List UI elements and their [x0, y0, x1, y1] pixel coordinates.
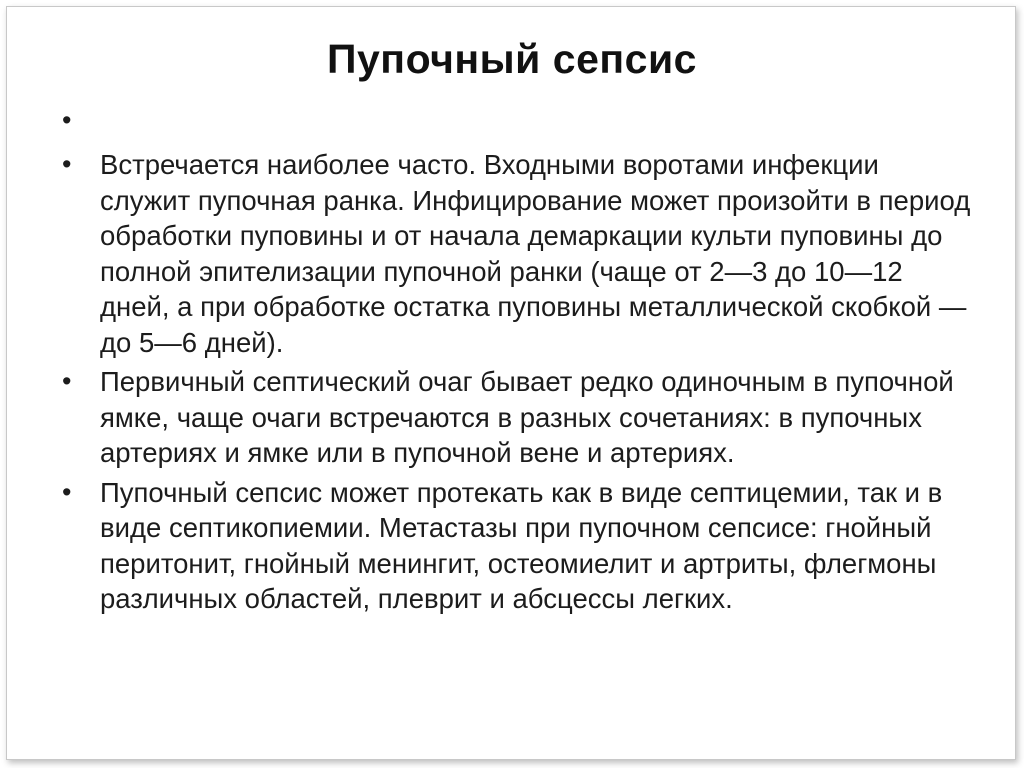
- bullet-item-empty: [62, 103, 972, 137]
- bullet-text: Пупочный сепсис может протекать как в виде септицемии, так и в виде септикопиемии. Метастазы при пупочном сепсисе: гнойный перитонит, гнойный менингит, остеомиелит и артриты, флегмоны различных областей, плеврит и абсцессы легких.: [100, 476, 943, 614]
- bullet-text: Первичный септический очаг бывает редко одиночным в пупочной ямке, чаще очаги встречаются в разных сочетаниях: в пупочных артериях и ямке или в пупочной вене и артериях.: [100, 366, 954, 468]
- bullet-list: [62, 103, 972, 621]
- bullet-text: Встречается наиболее часто. Входными воротами инфекции служит пупочная ранка. Инфицирование может произойти в период обработки пуповины и от начала демаркации культи пуповины до полной эпителизации пупочной ранки (чаще от 2—3 до 10—12 дней, а при обработке остатка пуповины металлической скобкой — до 5—6 дней).: [100, 149, 971, 358]
- bullet-item-primary-focus: [62, 364, 972, 471]
- bullet-dot-icon: •: [62, 366, 72, 396]
- bullet-dot-icon: •: [62, 149, 72, 179]
- bullet-item-umbilical-wound: [62, 147, 972, 360]
- bullet-dot-icon: •: [62, 476, 72, 507]
- bullet-item-course-metastases: [62, 475, 972, 617]
- bullet-dot-icon: •: [62, 105, 72, 135]
- slide-title: Пупочный сепсис: [327, 36, 697, 82]
